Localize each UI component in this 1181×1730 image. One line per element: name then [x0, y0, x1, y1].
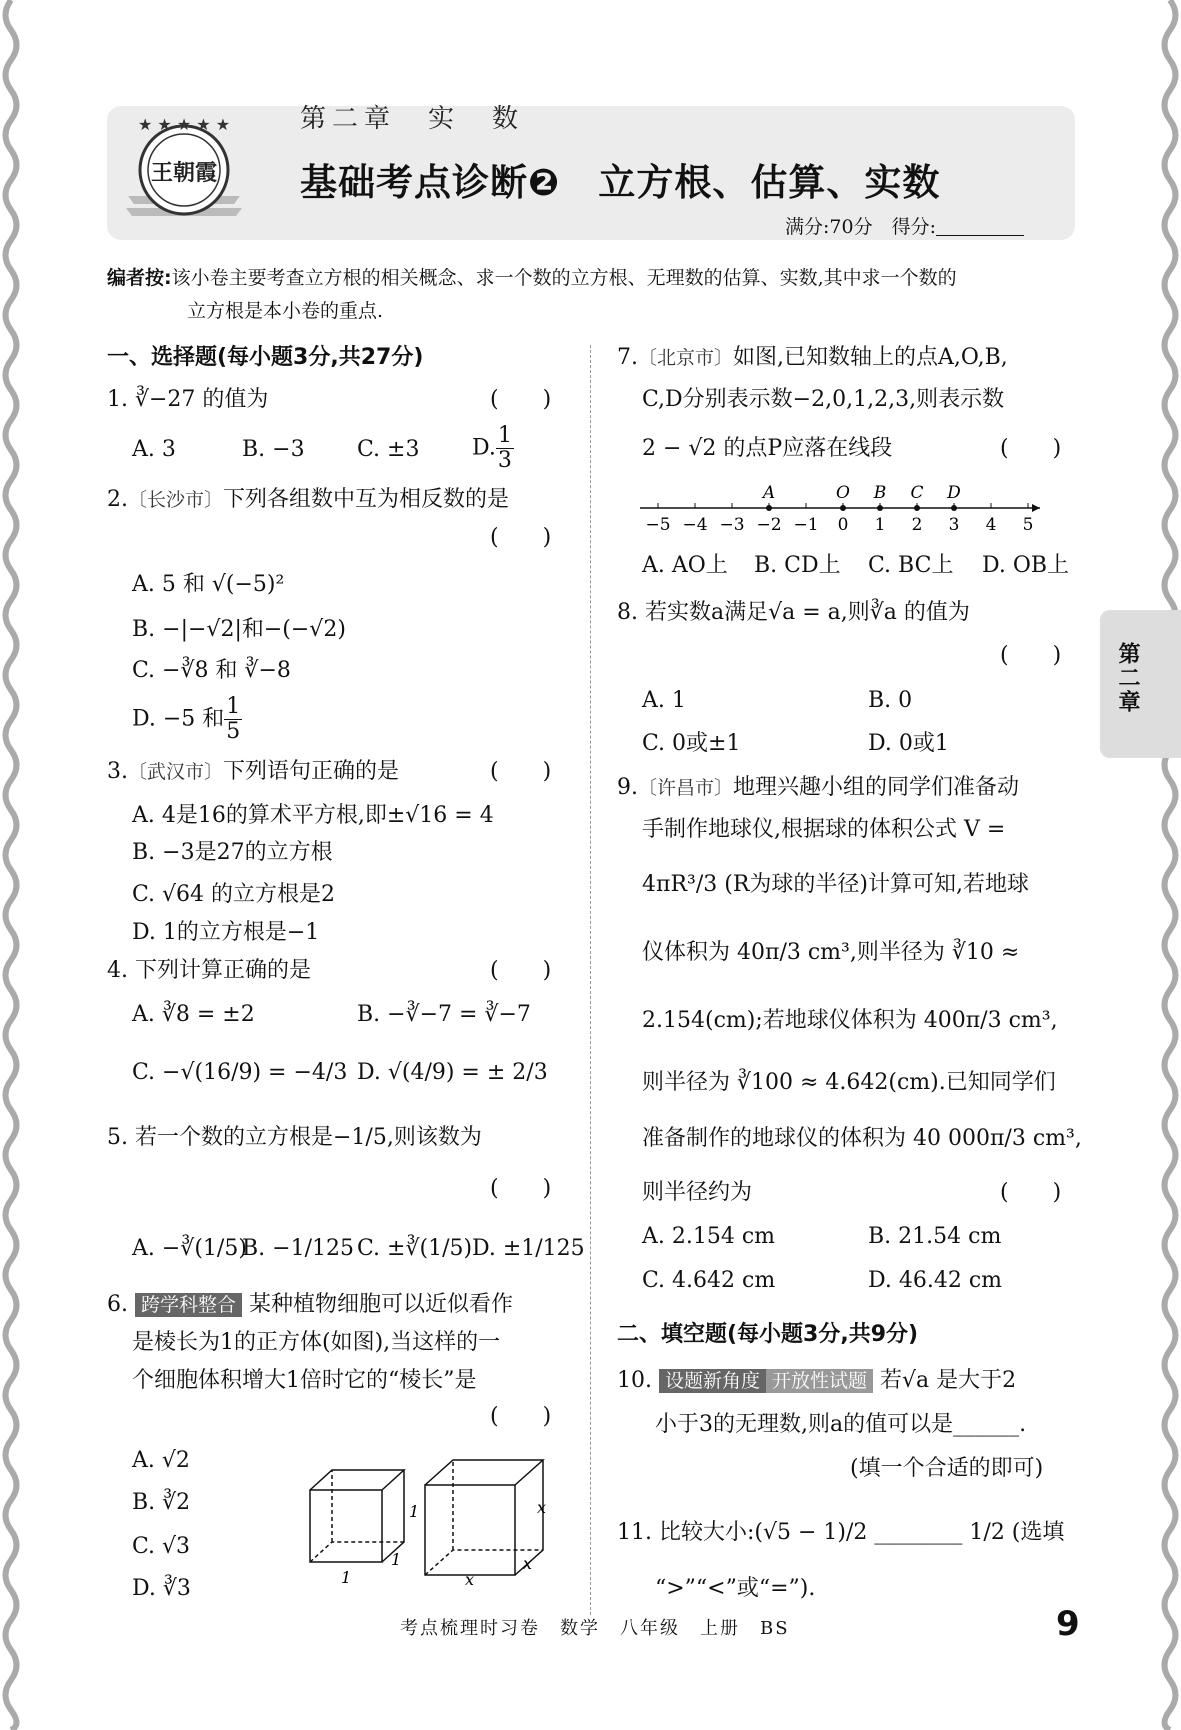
- question-3-stem: 3.〔武汉市〕下列语句正确的是: [107, 759, 400, 784]
- question-6-line2: 是棱长为1的正方体(如图),当这样的一: [132, 1330, 501, 1355]
- question-5-stem: 5. 若一个数的立方根是−1/5,则该数为: [107, 1125, 482, 1150]
- question-6-line3: 个细胞体积增大1倍时它的“棱长”是: [132, 1368, 477, 1393]
- number-line: [640, 478, 1050, 540]
- section-2-heading: 二、填空题(每小题3分,共9分): [617, 1322, 919, 1347]
- cube-large-height-label: x: [537, 1498, 547, 1517]
- question-10-hint: (填一个合适的即可): [850, 1456, 1044, 1481]
- q2-option-c[interactable]: C. −∛8 和 ∛−8: [132, 658, 291, 683]
- q3-option-b[interactable]: B. −3是27的立方根: [132, 840, 333, 865]
- number-line-point: [951, 505, 957, 511]
- number-line-point: [877, 505, 883, 511]
- number-line-tick-label: −1: [793, 515, 819, 535]
- question-2-stem: 2.〔长沙市〕下列各组数中互为相反数的是: [107, 487, 510, 512]
- q5-option-c[interactable]: C. ±∛(1/5): [357, 1236, 473, 1261]
- number-line-tick-label: 2: [911, 515, 923, 535]
- question-11-line2: “>”“<”或“=”).: [655, 1576, 816, 1601]
- answer-paren[interactable]: ( ): [490, 525, 552, 550]
- q2-option-a[interactable]: A. 5 和 √(−5)²: [132, 572, 285, 597]
- q1-option-a[interactable]: A. 3: [132, 437, 176, 462]
- question-7-stem: 7.〔北京市〕如图,已知数轴上的点A,O,B,: [617, 345, 1008, 370]
- q6-option-b[interactable]: B. ∛2: [132, 1490, 191, 1515]
- q6-option-d[interactable]: D. ∛3: [132, 1576, 191, 1601]
- question-9-line6: 则半径为 ∛100 ≈ 4.642(cm).已知同学们: [642, 1070, 1056, 1095]
- new-angle-tag: 设题新角度: [659, 1369, 766, 1393]
- question-9-line7: 准备制作的地球仪的体积为 40 000π/3 cm³,: [642, 1126, 1082, 1151]
- question-10-stem: 10. 设题新角度 开放性试题 若√a 是大于2: [617, 1368, 1017, 1393]
- number-line-tick-label: −5: [645, 515, 671, 535]
- q1-option-b[interactable]: B. −3: [242, 437, 305, 462]
- chapter-side-tab[interactable]: 第二章: [1100, 610, 1181, 758]
- number-line-point-label: B: [873, 483, 887, 503]
- answer-paren[interactable]: ( ): [1000, 436, 1062, 461]
- svg-text:★ ★ ★ ★ ★: ★ ★ ★ ★ ★: [138, 115, 231, 134]
- cube-large-edge-label: x: [465, 1570, 475, 1589]
- section-1-heading: 一、选择题(每小题3分,共27分): [107, 345, 424, 370]
- answer-paren[interactable]: ( ): [490, 1404, 552, 1429]
- question-9-stem: 9.〔许昌市〕地理兴趣小组的同学们准备动: [617, 775, 1020, 800]
- number-line-point-label: O: [836, 483, 850, 503]
- q7-option-b[interactable]: B. CD上: [754, 553, 841, 578]
- cube-large-depth-label: x: [523, 1554, 533, 1573]
- number-line-point-label: C: [910, 483, 924, 503]
- answer-paren[interactable]: ( ): [490, 759, 552, 784]
- q5-option-d[interactable]: D. ±1/125: [472, 1236, 585, 1261]
- q2-option-b[interactable]: B. −|−√2|和−(−√2): [132, 617, 346, 642]
- question-9-line8: 则半径约为: [642, 1180, 753, 1205]
- number-line-point-label: A: [762, 483, 776, 503]
- question-7-line3: 2 − √2 的点P应落在线段: [642, 436, 893, 461]
- q4-option-d[interactable]: D. √(4/9) = ± 2/3: [357, 1060, 548, 1085]
- q4-option-a[interactable]: A. ∛8 = ±2: [132, 1002, 255, 1027]
- q8-option-b[interactable]: B. 0: [868, 688, 913, 713]
- score-field: 满分:70分 得分:: [785, 212, 1024, 239]
- number-line-tick-label: 4: [985, 515, 997, 535]
- q8-option-c[interactable]: C. 0或±1: [642, 731, 741, 756]
- question-6-stem: 6. 跨学科整合 某种植物细胞可以近似看作: [107, 1292, 514, 1317]
- answer-paren[interactable]: ( ): [490, 387, 552, 412]
- page-title: 基础考点诊断❷ 立方根、估算、实数: [300, 161, 941, 204]
- question-8-stem: 8. 若实数a满足√a = a,则∛a 的值为: [617, 600, 970, 625]
- question-11-stem[interactable]: 11. 比较大小:(√5 − 1)/2 ________ 1/2 (选填: [617, 1520, 1065, 1545]
- number-line-tick-label: 0: [837, 515, 849, 535]
- number-line-tick-label: −2: [756, 515, 782, 535]
- number-line-tick-label: −4: [682, 515, 708, 535]
- number-line-point: [914, 505, 920, 511]
- question-9-line5: 2.154(cm);若地球仪体积为 400π/3 cm³,: [642, 1008, 1058, 1033]
- cube-small-height-label: 1: [409, 1502, 420, 1521]
- q8-option-d[interactable]: D. 0或1: [868, 731, 949, 756]
- q6-option-c[interactable]: C. √3: [132, 1534, 191, 1559]
- q5-option-a[interactable]: A. −∛(1/5): [132, 1236, 247, 1261]
- q6-option-a[interactable]: A. √2: [132, 1448, 190, 1473]
- number-line-tick-label: 5: [1022, 515, 1034, 535]
- q3-option-c[interactable]: C. √64 的立方根是2: [132, 882, 336, 907]
- logo-text: 王朝霞: [150, 160, 218, 186]
- number-line-point: [840, 505, 846, 511]
- q1-option-c[interactable]: C. ±3: [357, 437, 420, 462]
- question-9-line3: 4πR³/3 (R为球的半径)计算可知,若地球: [642, 872, 1029, 897]
- q9-option-c[interactable]: C. 4.642 cm: [642, 1268, 776, 1293]
- cross-subject-tag: 跨学科整合: [135, 1293, 242, 1317]
- number-line-tick-label: −3: [719, 515, 745, 535]
- answer-paren[interactable]: ( ): [490, 958, 552, 983]
- question-9-line2: 手制作地球仪,根据球的体积公式 V =: [642, 817, 1006, 842]
- q8-option-a[interactable]: A. 1: [642, 688, 686, 713]
- question-7-line2: C,D分别表示数−2,0,1,2,3,则表示数: [642, 387, 1005, 412]
- answer-paren[interactable]: ( ): [1000, 1180, 1062, 1205]
- number-line-arrow: [1032, 504, 1040, 512]
- q7-option-a[interactable]: A. AO上: [642, 553, 728, 578]
- q2-option-d[interactable]: D. −5 和 $\frac{1}{5}$: [132, 694, 241, 744]
- q9-option-b[interactable]: B. 21.54 cm: [868, 1224, 1002, 1249]
- q3-option-a[interactable]: A. 4是16的算术平方根,即±√16 = 4: [132, 803, 494, 828]
- answer-paren[interactable]: ( ): [1000, 643, 1062, 668]
- q3-option-d[interactable]: D. 1的立方根是−1: [132, 920, 320, 945]
- q5-option-b[interactable]: B. −1/125: [242, 1236, 354, 1261]
- answer-paren[interactable]: ( ): [490, 1176, 552, 1201]
- q9-option-a[interactable]: A. 2.154 cm: [642, 1224, 776, 1249]
- q9-option-d[interactable]: D. 46.42 cm: [868, 1268, 1002, 1293]
- right-wave-border: [1159, 0, 1181, 1730]
- footer-text: 考点梳理时习卷 数学 八年级 上册 BS: [400, 1618, 790, 1639]
- question-1-stem: 1. ∛−27 的值为: [107, 387, 269, 412]
- q4-option-b[interactable]: B. −∛−7 = ∛−7: [357, 1002, 531, 1027]
- number-line-tick-label: 3: [948, 515, 960, 535]
- q7-option-c[interactable]: C. BC上: [868, 553, 954, 578]
- q1-option-d[interactable]: D. $\frac{1}{3}$: [472, 423, 512, 473]
- editor-note: 编者按:该小卷主要考查立方根的相关概念、求一个数的立方根、无理数的估算、实数,其中求一个数的 立方根是本小卷的重点.: [107, 267, 957, 322]
- q4-option-c[interactable]: C. −√(16/9) = −4/3: [132, 1060, 348, 1085]
- number-line-point-label: D: [947, 483, 961, 503]
- question-9-line4: 仪体积为 40π/3 cm³,则半径为 ∛10 ≈: [642, 940, 1020, 965]
- cube-small-depth-label: 1: [391, 1550, 402, 1569]
- question-10-line2[interactable]: 小于3的无理数,则a的值可以是______.: [655, 1412, 1027, 1437]
- number-line-point: [766, 505, 772, 511]
- chapter-label: 第二章 实 数: [300, 104, 525, 134]
- cube-small-edge-label: 1: [341, 1568, 352, 1587]
- q7-option-d[interactable]: D. OB上: [982, 553, 1070, 578]
- number-line-tick-label: 1: [874, 515, 886, 535]
- open-question-tag: 开放性试题: [766, 1369, 873, 1393]
- question-4-stem: 4. 下列计算正确的是: [107, 958, 311, 983]
- page-number: 9: [1056, 1604, 1080, 1644]
